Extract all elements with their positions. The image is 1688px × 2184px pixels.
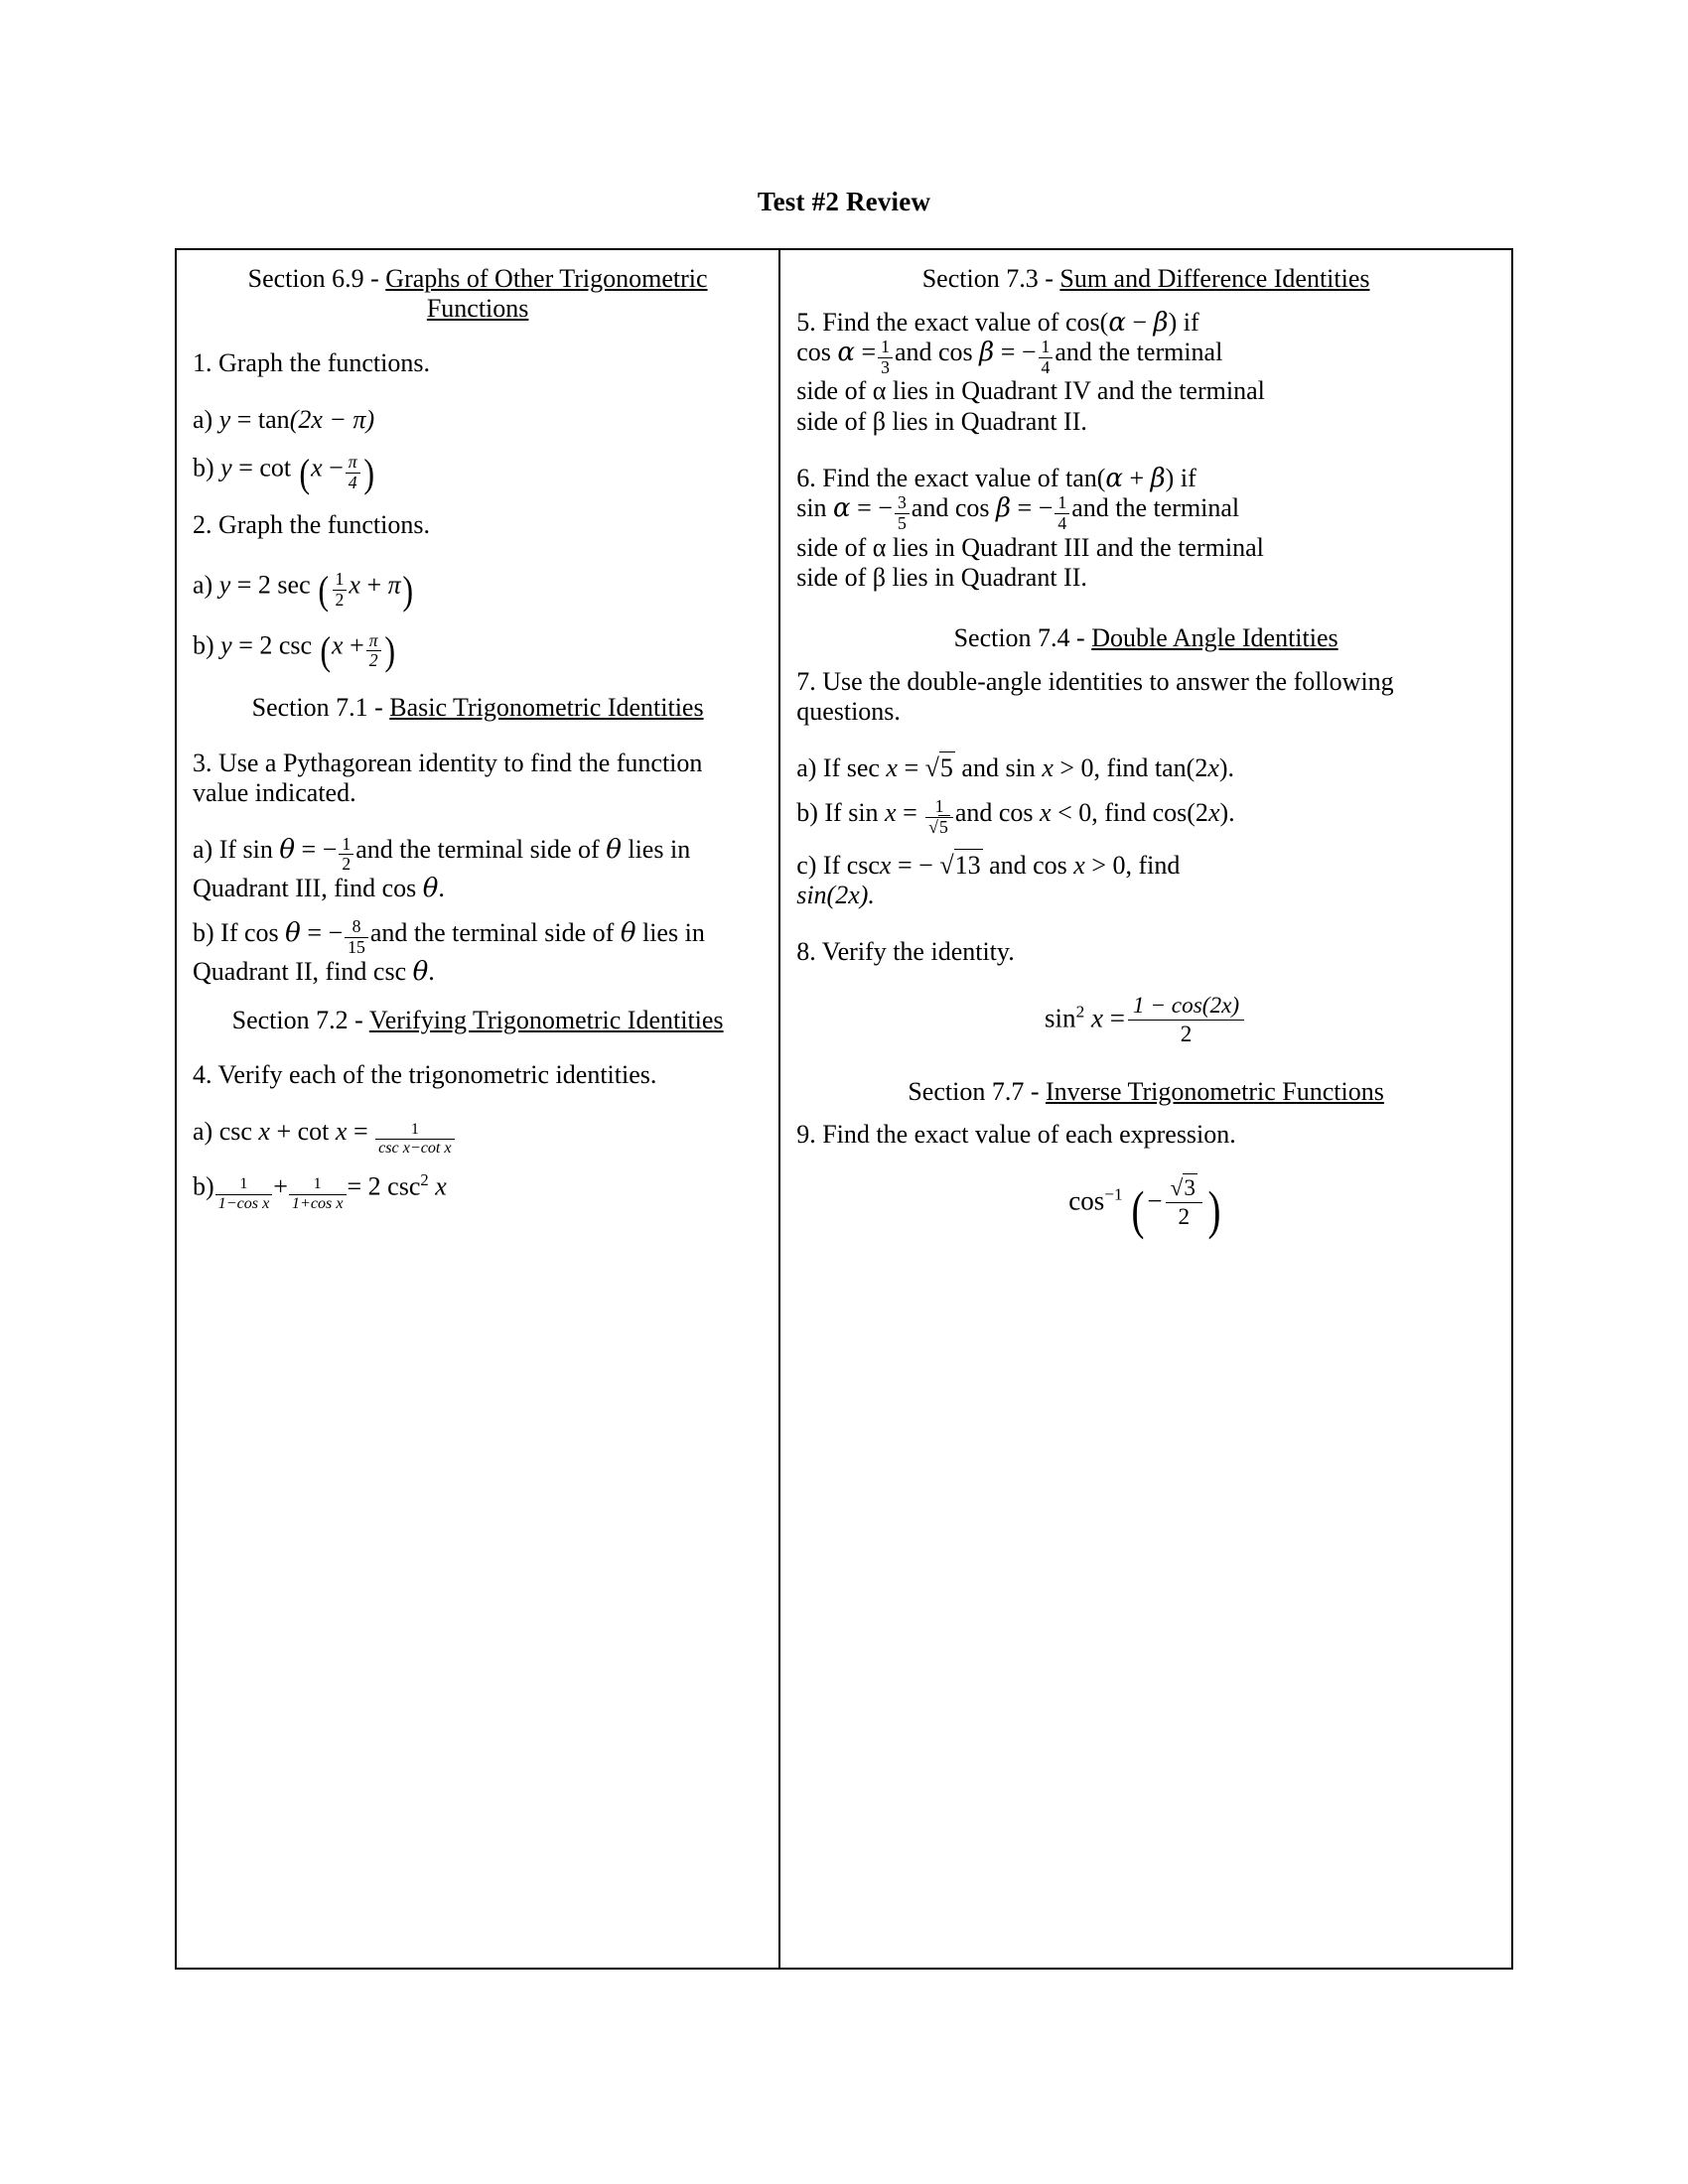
problem-7a: a) If sec x = √5 and sin x > 0, find tan(2x).	[796, 752, 1235, 782]
var-x: x	[1090, 1003, 1103, 1033]
section-heading-7-4-title: Double Angle Identities	[1091, 622, 1338, 652]
alpha-symbol: α	[1105, 463, 1123, 493]
close-paren: )	[401, 567, 413, 613]
radical-sqrt-13: √13	[939, 850, 981, 880]
problem-7b: b) If sin x = $\frac{1}{√5}$ and cos x < 0, find cos(2x).	[796, 796, 1235, 838]
equals-sign: =	[861, 338, 877, 367]
var-x: x	[435, 1171, 447, 1201]
cos-function: cos	[244, 917, 279, 947]
problem-6-if: if	[1180, 463, 1196, 492]
problem-5-line3: side of α lies in Quadrant IV and the terminal	[796, 376, 1265, 406]
problem-5-line4: side of β lies in Quadrant II.	[796, 407, 1087, 437]
problem-7b-label: b)	[796, 797, 818, 827]
two-csc-squared: 2 csc	[367, 1171, 421, 1201]
var-x: x	[886, 752, 898, 782]
equals-sign: =	[1017, 493, 1033, 523]
section-heading-7-1-prefix: Section 7.1 -	[251, 692, 390, 722]
theta-symbol: θ	[606, 834, 622, 865]
problem-5-and-terminal: and the terminal	[1055, 338, 1223, 367]
problem-3b: b) If cos θ = − $\frac{8}{15}$ and the terminal side of θ lies in Quadrant II, find csc θ.	[193, 916, 705, 987]
problem-7c-text-1: If csc	[822, 850, 880, 880]
minus-sign: −	[328, 917, 344, 947]
equals-sign: =	[236, 570, 252, 600]
problem-2-prompt: 2. Graph the functions.	[193, 510, 431, 540]
content-table	[175, 248, 1513, 1970]
fraction-1-over-1-minus-cosx: $\frac{1}{\text{1−cos x}}$	[215, 1176, 273, 1211]
tan-argument: (2x − π)	[289, 404, 375, 434]
plus-sign: +	[276, 1116, 292, 1146]
theta-symbol: θ	[620, 917, 636, 948]
equals-sign: =	[307, 917, 322, 947]
sin-function: sin	[848, 797, 879, 827]
problem-6-and-terminal: and the terminal	[1071, 493, 1240, 523]
problem-7c-label: c)	[796, 850, 817, 880]
section-heading-7-1-title: Basic Trigonometric Identities	[389, 692, 704, 722]
section-heading-7-2-prefix: Section 7.2 -	[231, 1005, 369, 1034]
problem-6-line3: side of α lies in Quadrant III and the terminal	[796, 532, 1264, 562]
cos-function: cos	[796, 338, 831, 367]
beta-symbol: β	[996, 493, 1012, 524]
left-column	[177, 250, 780, 1968]
cot-function: cot	[297, 1116, 330, 1146]
var-x: x	[311, 453, 323, 482]
tan-function: tan	[257, 404, 290, 434]
problem-7a-text-3: find tan(2	[1106, 752, 1208, 782]
equals-sign: =	[897, 850, 913, 880]
problem-5-if: if	[1183, 307, 1199, 337]
section-heading-6-9-prefix: Section 6.9 -	[247, 264, 386, 293]
problem-2b-label: b)	[193, 630, 214, 660]
problem-1-prompt: 1. Graph the functions.	[193, 348, 431, 378]
problem-4-prompt: 4. Verify each of the trigonometric identities.	[193, 1060, 657, 1090]
greater-than-zero: > 0,	[1059, 752, 1101, 782]
var-x: x	[1040, 797, 1052, 827]
alpha-symbol: α	[837, 338, 855, 368]
section-heading-7-7-prefix: Section 7.7 -	[908, 1076, 1046, 1106]
section-heading-7-7-title: Inverse Trigonometric Functions	[1045, 1076, 1384, 1106]
var-x: x	[1042, 752, 1054, 782]
fraction-3-over-5: $\frac{3}{5}$	[895, 494, 910, 532]
problem-3b-text-2: and the terminal side of	[369, 917, 615, 947]
cos-function: cos	[1064, 307, 1100, 337]
tan-function: tan	[1064, 463, 1097, 492]
problem-3a-text-1: If sin	[218, 834, 273, 864]
close-paren: )	[383, 628, 395, 674]
problem-5-text-1: 5. Find the exact value of	[796, 307, 1059, 337]
var-x: x	[1207, 797, 1220, 827]
var-x: x	[349, 570, 360, 600]
problem-1a-label: a)	[193, 404, 213, 434]
problem-3a-label: a)	[193, 834, 213, 864]
equals-sign: =	[352, 1116, 368, 1146]
beta-symbol: β	[1153, 307, 1169, 338]
minus-sign: −	[918, 850, 933, 880]
section-heading-7-3	[796, 264, 1495, 294]
fraction-1-minus-cos2x-over-2: $\frac{1 - \cos(2x)}{2}$	[1128, 994, 1244, 1047]
problem-6-line4: side of β lies in Quadrant II.	[796, 563, 1087, 593]
problem-9-expression	[796, 1176, 1495, 1241]
problem-3a-text-3: lies in Quadrant III, find cos	[193, 834, 691, 903]
csc-function: csc	[218, 1116, 252, 1146]
radical-sqrt-3: √3	[1170, 1174, 1196, 1201]
section-heading-7-4	[796, 623, 1495, 653]
problem-7a-label: a)	[796, 752, 817, 782]
cot-function: cot	[259, 453, 292, 482]
close-paren: )	[362, 450, 374, 495]
problem-2a-label: a)	[193, 570, 213, 600]
fraction-pi-over-4: $\frac{\pi}{4}$	[346, 454, 360, 491]
theta-symbol: θ	[422, 874, 439, 904]
problem-4a	[193, 1117, 763, 1157]
minus-sign: −	[1038, 493, 1054, 523]
var-x: x	[258, 1116, 270, 1146]
greater-than-zero: > 0,	[1091, 850, 1133, 880]
var-x: x	[879, 850, 892, 880]
var-x: x	[1207, 752, 1219, 782]
equals-sign: =	[1109, 1003, 1125, 1033]
minus-sign: −	[329, 453, 344, 482]
sin-function: sin	[796, 493, 827, 523]
problem-7a-text-2: and sin	[961, 752, 1036, 782]
var-x: x	[332, 630, 344, 660]
problem-4b	[193, 1170, 763, 1212]
problem-2b	[193, 627, 763, 675]
theta-symbol: θ	[285, 917, 301, 948]
problem-3a: a) If sin θ = − $\frac{1}{2}$ and the terminal side of θ lies in Quadrant III, find cos θ.	[193, 833, 691, 904]
open-paren: (	[1131, 1179, 1145, 1240]
fraction-1-over-4: $\frac{1}{4}$	[1039, 339, 1054, 376]
theta-symbol: θ	[279, 834, 296, 865]
problem-3a-text-2: and the terminal side of	[355, 834, 600, 864]
section-heading-7-2	[193, 1006, 763, 1035]
equals-sign: =	[301, 834, 317, 864]
section-heading-7-4-prefix: Section 7.4 -	[953, 622, 1092, 652]
var-y: y	[218, 404, 231, 434]
problem-4b-label: b)	[193, 1171, 214, 1201]
var-x: x	[885, 797, 897, 827]
section-heading-7-3-prefix: Section 7.3 -	[921, 264, 1060, 293]
coefficient-2: 2	[257, 570, 271, 600]
problem-1b	[193, 450, 763, 497]
minus-sign: −	[1132, 307, 1148, 337]
problem-7c	[796, 851, 1495, 911]
problem-8-prompt: 8. Verify the identity.	[796, 937, 1015, 967]
section-heading-6-9	[193, 264, 763, 323]
fraction-1-over-4: $\frac{1}{4}$	[1055, 494, 1069, 532]
problem-3-prompt: 3. Use a Pythagorean identity to find the function value indicated.	[193, 748, 703, 808]
minus-sign: −	[1021, 338, 1037, 367]
section-heading-7-1	[193, 693, 763, 723]
fraction-1-over-cscx-minus-cotx: $\frac{1}{\text{csc x−cot x}}$	[375, 1122, 454, 1157]
exponent-2: 2	[1075, 1002, 1085, 1022]
sin-2x-expression: sin(2x).	[796, 881, 875, 910]
section-heading-6-9-title: Graphs of Other Trigonometric Functions	[385, 264, 708, 323]
problem-2a	[193, 567, 763, 614]
var-y: y	[218, 570, 231, 600]
equals-sign: =	[236, 404, 252, 434]
fraction-1-over-2: $\frac{1}{2}$	[339, 836, 353, 874]
plus-sign: +	[350, 630, 364, 660]
inverse-cos-function: cos	[1068, 1185, 1105, 1216]
open-paren: (	[319, 628, 331, 674]
fraction-1-over-3: $\frac{1}{3}$	[878, 339, 893, 376]
problem-8-identity	[796, 994, 1495, 1047]
equals-sign: =	[347, 1171, 362, 1201]
problem-7a-text-1: If sec	[822, 752, 880, 782]
open-paren: (	[298, 450, 310, 495]
equals-sign: =	[238, 453, 253, 482]
csc-function: csc	[278, 630, 313, 660]
fraction-pi-over-2: $\frac{\pi}{2}$	[366, 632, 381, 670]
fraction-8-over-15: $\frac{8}{15}$	[345, 918, 368, 956]
radical-sqrt-5: √5	[928, 817, 948, 838]
equals-sign: =	[857, 493, 872, 523]
problem-6: 6. Find the exact value of tan(α + β) if sin α = − $\frac{3}{5}$ and cos β = − $\frac{1}{4}$ and the terminal side of α lies in Quadrant III and the terminal side of β lies in Quadrant II.	[796, 463, 1264, 593]
var-y: y	[220, 630, 232, 660]
beta-symbol: β	[979, 338, 995, 368]
problem-9-prompt: 9. Find the exact value of each expression.	[796, 1120, 1236, 1150]
right-column	[780, 250, 1511, 1968]
plus-sign: +	[1129, 463, 1145, 492]
problem-1b-label: b)	[193, 453, 214, 482]
section-heading-7-7	[796, 1077, 1495, 1107]
sin-function: sin	[1045, 1003, 1076, 1033]
problem-5: 5. Find the exact value of cos(α − β) if cos α = $\frac{1}{3}$ and cos β = − $\frac{1}{4}$ and the terminal side of α lies in Quadrant IV and the terminal side of β lies in Quadrant II.	[796, 307, 1265, 437]
problem-7b-text-3: find cos(2	[1104, 797, 1208, 827]
problem-6-text-1: 6. Find the exact value of	[796, 463, 1059, 492]
radical-sqrt-5: √5	[924, 752, 953, 782]
problem-7b-text-2: and cos	[954, 797, 1034, 827]
sec-function: sec	[277, 570, 311, 600]
problem-6-and: and cos	[911, 493, 990, 523]
exponent-2: 2	[420, 1169, 429, 1189]
problem-1a	[193, 405, 763, 436]
problem-3b-text-3: lies in Quadrant II, find csc	[193, 917, 705, 986]
pi-symbol: π	[387, 570, 401, 600]
coefficient-2: 2	[259, 630, 273, 660]
close-paren: )	[1207, 1179, 1221, 1240]
problem-5-and: and cos	[894, 338, 973, 367]
theta-symbol: θ	[412, 956, 429, 987]
exponent-minus-1: −1	[1104, 1184, 1123, 1204]
alpha-symbol: α	[833, 493, 851, 524]
less-than-zero: < 0,	[1057, 797, 1098, 827]
fraction-1-over-sqrt-5: $\frac{1}{√5}$	[925, 798, 953, 836]
open-paren: (	[318, 567, 330, 613]
alpha-symbol: α	[1108, 307, 1126, 338]
fraction-sqrt3-over-2: $\frac{√3}{2}$	[1166, 1176, 1202, 1230]
plus-sign: +	[366, 570, 382, 600]
minus-sign: −	[878, 493, 893, 523]
minus-sign: −	[322, 834, 338, 864]
fraction-1-over-1-plus-cosx: $\frac{1}{\text{1+cos x}}$	[289, 1176, 347, 1211]
beta-symbol: β	[1150, 463, 1166, 493]
section-heading-7-2-title: Verifying Trigonometric Identities	[368, 1005, 724, 1034]
problem-7c-text-2: and cos	[989, 850, 1067, 880]
problem-4a-label: a)	[193, 1116, 213, 1146]
problem-7c-text-3: find	[1138, 850, 1181, 880]
equals-sign: =	[903, 797, 917, 827]
var-x: x	[335, 1116, 348, 1146]
page-title: Test #2 Review	[757, 187, 931, 216]
equals-sign: =	[1000, 338, 1016, 367]
var-x: x	[1073, 850, 1085, 880]
var-y: y	[220, 453, 232, 482]
problem-7-prompt: 7. Use the double-angle identities to answer the following questions.	[796, 666, 1394, 727]
plus-sign: +	[273, 1171, 288, 1201]
equals-sign: =	[238, 630, 253, 660]
fraction-1-over-2: $\frac{1}{2}$	[333, 571, 348, 609]
section-heading-7-3-title: Sum and Difference Identities	[1059, 264, 1370, 293]
equals-sign: =	[904, 752, 919, 782]
problem-3b-label: b)	[193, 917, 214, 947]
minus-sign: −	[1147, 1185, 1163, 1216]
